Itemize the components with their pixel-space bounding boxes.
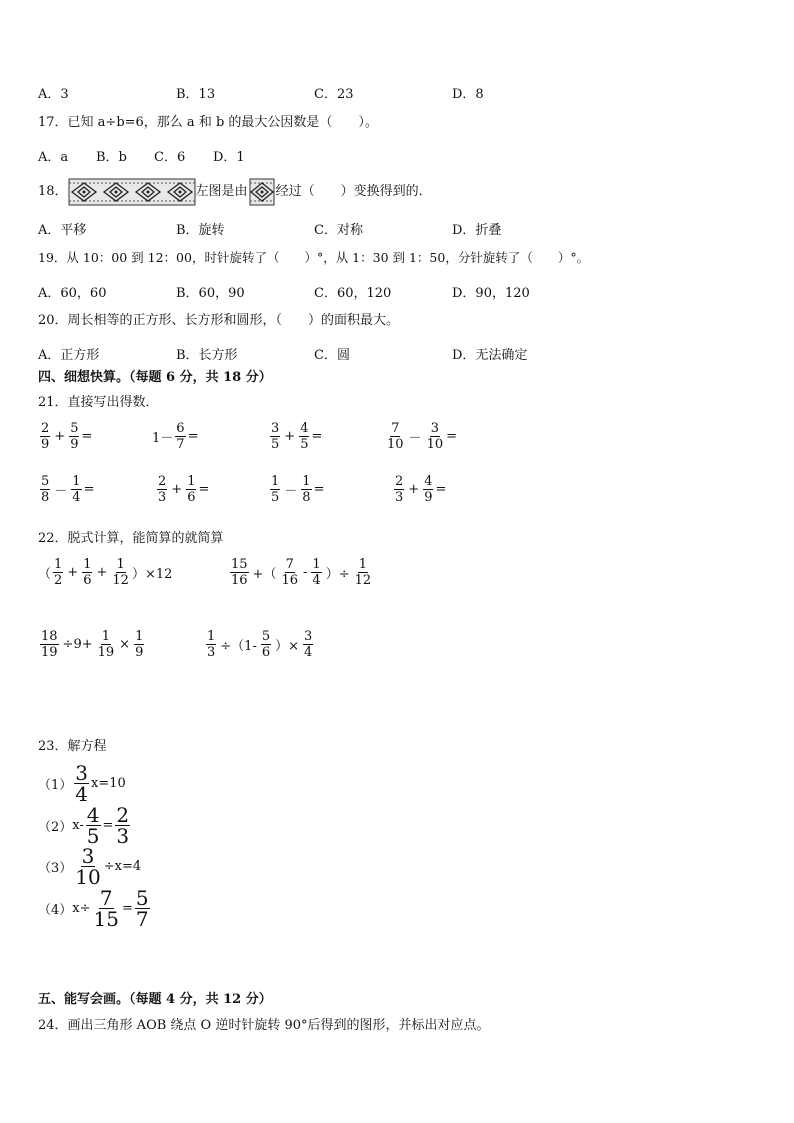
q21-item-5 bbox=[38, 474, 94, 505]
equals-sign: = bbox=[313, 482, 325, 497]
q23-eq-3 bbox=[38, 846, 141, 887]
fraction-numerator: 1 bbox=[135, 629, 144, 644]
fraction-denominator: 4 bbox=[75, 782, 89, 806]
single-diamond-figure bbox=[249, 178, 275, 206]
fraction-numerator: 2 bbox=[158, 474, 167, 489]
fraction-numerator: 1 bbox=[72, 474, 81, 489]
q20-option-b: B．长方形 bbox=[176, 348, 238, 363]
fraction-numerator: 2 bbox=[41, 421, 50, 436]
q21-item-6 bbox=[155, 474, 209, 505]
fraction-numerator: 4 bbox=[424, 474, 433, 489]
equation-prefix: x- bbox=[72, 818, 84, 833]
q23-text: 23．解方程 bbox=[38, 739, 107, 754]
q21-item-3 bbox=[268, 421, 322, 452]
paren-close-times: ）×12 bbox=[131, 567, 173, 582]
fraction-denominator: 5 bbox=[86, 824, 100, 848]
fraction-denominator: 9 bbox=[424, 490, 433, 505]
operator: ÷（1- bbox=[220, 639, 257, 654]
fraction-numerator: 6 bbox=[176, 421, 185, 436]
equation-label: （1） bbox=[38, 778, 73, 793]
q23-eq-2 bbox=[38, 805, 132, 846]
q18-line bbox=[38, 178, 432, 206]
q18-option-a: A．平移 bbox=[38, 223, 87, 238]
section-4-title: 四、细想快算。（每题 6 分，共 18 分） bbox=[38, 370, 272, 385]
fraction-denominator: 10 bbox=[387, 437, 404, 452]
fraction-numerator: 3 bbox=[304, 629, 313, 644]
fraction-numerator: 7 bbox=[391, 421, 400, 436]
equation-prefix: x÷ bbox=[72, 901, 91, 916]
operator: + bbox=[54, 429, 66, 444]
fraction-numerator: 1 bbox=[83, 557, 92, 572]
fraction-numerator: 2 bbox=[116, 803, 130, 827]
equation-label: （3） bbox=[38, 861, 73, 876]
fraction-denominator: 8 bbox=[302, 490, 311, 505]
fraction-numerator: 1 bbox=[54, 557, 63, 572]
q16-option-b: B．13 bbox=[176, 87, 216, 102]
q21-item-1 bbox=[38, 421, 92, 452]
operator: + bbox=[408, 482, 420, 497]
fraction-denominator: 7 bbox=[135, 907, 149, 931]
diamond-strip-figure bbox=[68, 178, 196, 206]
fraction-numerator: 3 bbox=[271, 421, 280, 436]
q16-option-c: C．23 bbox=[314, 87, 354, 102]
fraction-denominator: 16 bbox=[281, 573, 298, 588]
q21-item-8 bbox=[392, 474, 446, 505]
q17-option-a: A．a bbox=[38, 150, 69, 165]
fraction-denominator: 10 bbox=[75, 865, 101, 889]
q16-option-d: D．8 bbox=[452, 87, 484, 102]
operator: － bbox=[408, 431, 422, 446]
fraction-denominator: 6 bbox=[83, 573, 92, 588]
equals-sign: = bbox=[311, 429, 323, 444]
fraction-denominator: 10 bbox=[426, 437, 444, 452]
equation-rest: ÷x=4 bbox=[103, 859, 142, 874]
q23-eq-4 bbox=[38, 888, 152, 929]
equation-rest: x=10 bbox=[91, 776, 126, 791]
equation-label: （2） bbox=[38, 820, 73, 835]
q16-option-a: A．3 bbox=[38, 87, 69, 102]
operator: + bbox=[96, 565, 108, 580]
q17-option-c: C．6 bbox=[154, 150, 186, 165]
q19-option-c: C．60，120 bbox=[314, 286, 392, 301]
operator: － bbox=[54, 484, 68, 499]
q19-text: 19．从 10：00 到 12：00，时针旋转了（ ）°，从 1：30 到 1：50，分针旋转了（ ）°。 bbox=[38, 250, 590, 265]
equals-sign: = bbox=[446, 429, 458, 444]
q22-expr-1 bbox=[38, 557, 172, 588]
q21-text: 21．直接写出得数． bbox=[38, 395, 159, 410]
fraction-denominator: 19 bbox=[97, 645, 115, 660]
leading-term: 1－ bbox=[152, 431, 174, 446]
q18-text-b: 经过（ ）变换得到的． bbox=[275, 184, 432, 199]
fraction-denominator: 9 bbox=[41, 437, 50, 452]
fraction-denominator: 9 bbox=[70, 437, 79, 452]
operator: + bbox=[171, 482, 183, 497]
fraction-denominator: 3 bbox=[395, 490, 404, 505]
q23-eq-1 bbox=[38, 763, 126, 804]
fraction-denominator: 6 bbox=[187, 490, 196, 505]
q21-item-7 bbox=[268, 474, 324, 505]
fraction-numerator: 1 bbox=[116, 557, 125, 572]
q22-expr-3 bbox=[38, 629, 146, 660]
q17-option-d: D．1 bbox=[213, 150, 245, 165]
equals-sign: = bbox=[102, 818, 114, 833]
section-5-title: 五、能写会画。（每题 4 分，共 12 分） bbox=[38, 992, 272, 1007]
fraction-denominator: 2 bbox=[54, 573, 63, 588]
operator: + bbox=[284, 429, 296, 444]
fraction-numerator: 7 bbox=[285, 557, 294, 572]
q22-text: 22．脱式计算，能简算的就简算 bbox=[38, 531, 224, 546]
fraction-numerator: 4 bbox=[300, 421, 309, 436]
q20-option-d: D．无法确定 bbox=[452, 348, 528, 363]
fraction-denominator: 12 bbox=[112, 573, 129, 588]
q19-option-b: B．60，90 bbox=[176, 286, 245, 301]
fraction-numerator: 5 bbox=[135, 886, 149, 910]
operator: － bbox=[284, 484, 298, 499]
fraction-denominator: 5 bbox=[271, 490, 280, 505]
q17-option-b: B．b bbox=[96, 150, 127, 165]
q22-expr-4 bbox=[204, 629, 315, 660]
q18-option-d: D．折叠 bbox=[452, 223, 502, 238]
fraction-numerator: 3 bbox=[81, 844, 95, 868]
q20-option-a: A．正方形 bbox=[38, 348, 100, 363]
q19-option-a: A．60，60 bbox=[38, 286, 107, 301]
q20-option-c: C．圆 bbox=[314, 348, 350, 363]
equals-sign: = bbox=[187, 429, 199, 444]
fraction-numerator: 1 bbox=[312, 557, 321, 572]
operator: - bbox=[303, 565, 308, 580]
operator: ）× bbox=[275, 639, 300, 654]
operator: +（ bbox=[252, 567, 277, 582]
fraction-numerator: 7 bbox=[99, 886, 113, 910]
fraction-numerator: 1 bbox=[101, 629, 111, 644]
fraction-numerator: 3 bbox=[430, 421, 439, 436]
paren-open: （ bbox=[38, 567, 52, 582]
fraction-denominator: 5 bbox=[271, 437, 280, 452]
fraction-numerator: 1 bbox=[271, 474, 280, 489]
fraction-denominator: 5 bbox=[300, 437, 309, 452]
fraction-denominator: 9 bbox=[135, 645, 144, 660]
q21-item-2 bbox=[152, 421, 198, 452]
q20-text: 20．周长相等的正方形、长方形和圆形，（ ）的面积最大。 bbox=[38, 313, 400, 328]
operator: × bbox=[119, 637, 131, 652]
equals-sign: = bbox=[121, 901, 133, 916]
q19-option-d: D．90，120 bbox=[452, 286, 530, 301]
operator: + bbox=[67, 565, 79, 580]
q22-expr-2 bbox=[228, 557, 374, 588]
fraction-denominator: 3 bbox=[158, 490, 167, 505]
q18-option-c: C．对称 bbox=[314, 223, 363, 238]
equals-sign: = bbox=[81, 429, 93, 444]
fraction-denominator: 16 bbox=[231, 573, 248, 588]
fraction-denominator: 12 bbox=[354, 573, 372, 588]
equals-sign: = bbox=[83, 482, 95, 497]
fraction-numerator: 1 bbox=[302, 474, 311, 489]
fraction-numerator: 5 bbox=[41, 474, 50, 489]
q17-text: 17．已知 a÷b=6，那么 a 和 b 的最大公因数是（ ）。 bbox=[38, 115, 378, 130]
fraction-numerator: 1 bbox=[207, 629, 216, 644]
fraction-numerator: 5 bbox=[261, 629, 271, 644]
fraction-denominator: 3 bbox=[116, 824, 130, 848]
operator: ÷9+ bbox=[62, 637, 93, 652]
q18-number: 18． bbox=[38, 184, 68, 199]
q24-text: 24．画出三角形 AOB 绕点 O 逆时针旋转 90°后得到的图形，并标出对应点。 bbox=[38, 1018, 490, 1033]
fraction-numerator: 3 bbox=[75, 761, 89, 785]
fraction-denominator: 3 bbox=[207, 645, 216, 660]
fraction-denominator: 4 bbox=[304, 645, 313, 660]
fraction-numerator: 4 bbox=[86, 803, 100, 827]
fraction-denominator: 8 bbox=[41, 490, 50, 505]
equals-sign: = bbox=[198, 482, 210, 497]
equation-label: （4） bbox=[38, 903, 73, 918]
fraction-numerator: 1 bbox=[187, 474, 196, 489]
fraction-denominator: 19 bbox=[41, 645, 58, 660]
q18-option-b: B．旋转 bbox=[176, 223, 225, 238]
q21-item-4 bbox=[384, 421, 457, 452]
fraction-numerator: 18 bbox=[41, 629, 58, 644]
equals-sign: = bbox=[435, 482, 447, 497]
operator: ）÷ bbox=[325, 567, 350, 582]
q18-text-a: 左图是由 bbox=[195, 184, 248, 199]
fraction-denominator: 7 bbox=[176, 437, 185, 452]
fraction-denominator: 4 bbox=[312, 573, 321, 588]
fraction-numerator: 5 bbox=[70, 421, 79, 436]
fraction-denominator: 15 bbox=[93, 907, 119, 931]
fraction-denominator: 6 bbox=[261, 645, 271, 660]
fraction-denominator: 4 bbox=[72, 490, 81, 505]
fraction-numerator: 2 bbox=[395, 474, 404, 489]
fraction-numerator: 15 bbox=[231, 557, 248, 572]
fraction-numerator: 1 bbox=[358, 557, 367, 572]
